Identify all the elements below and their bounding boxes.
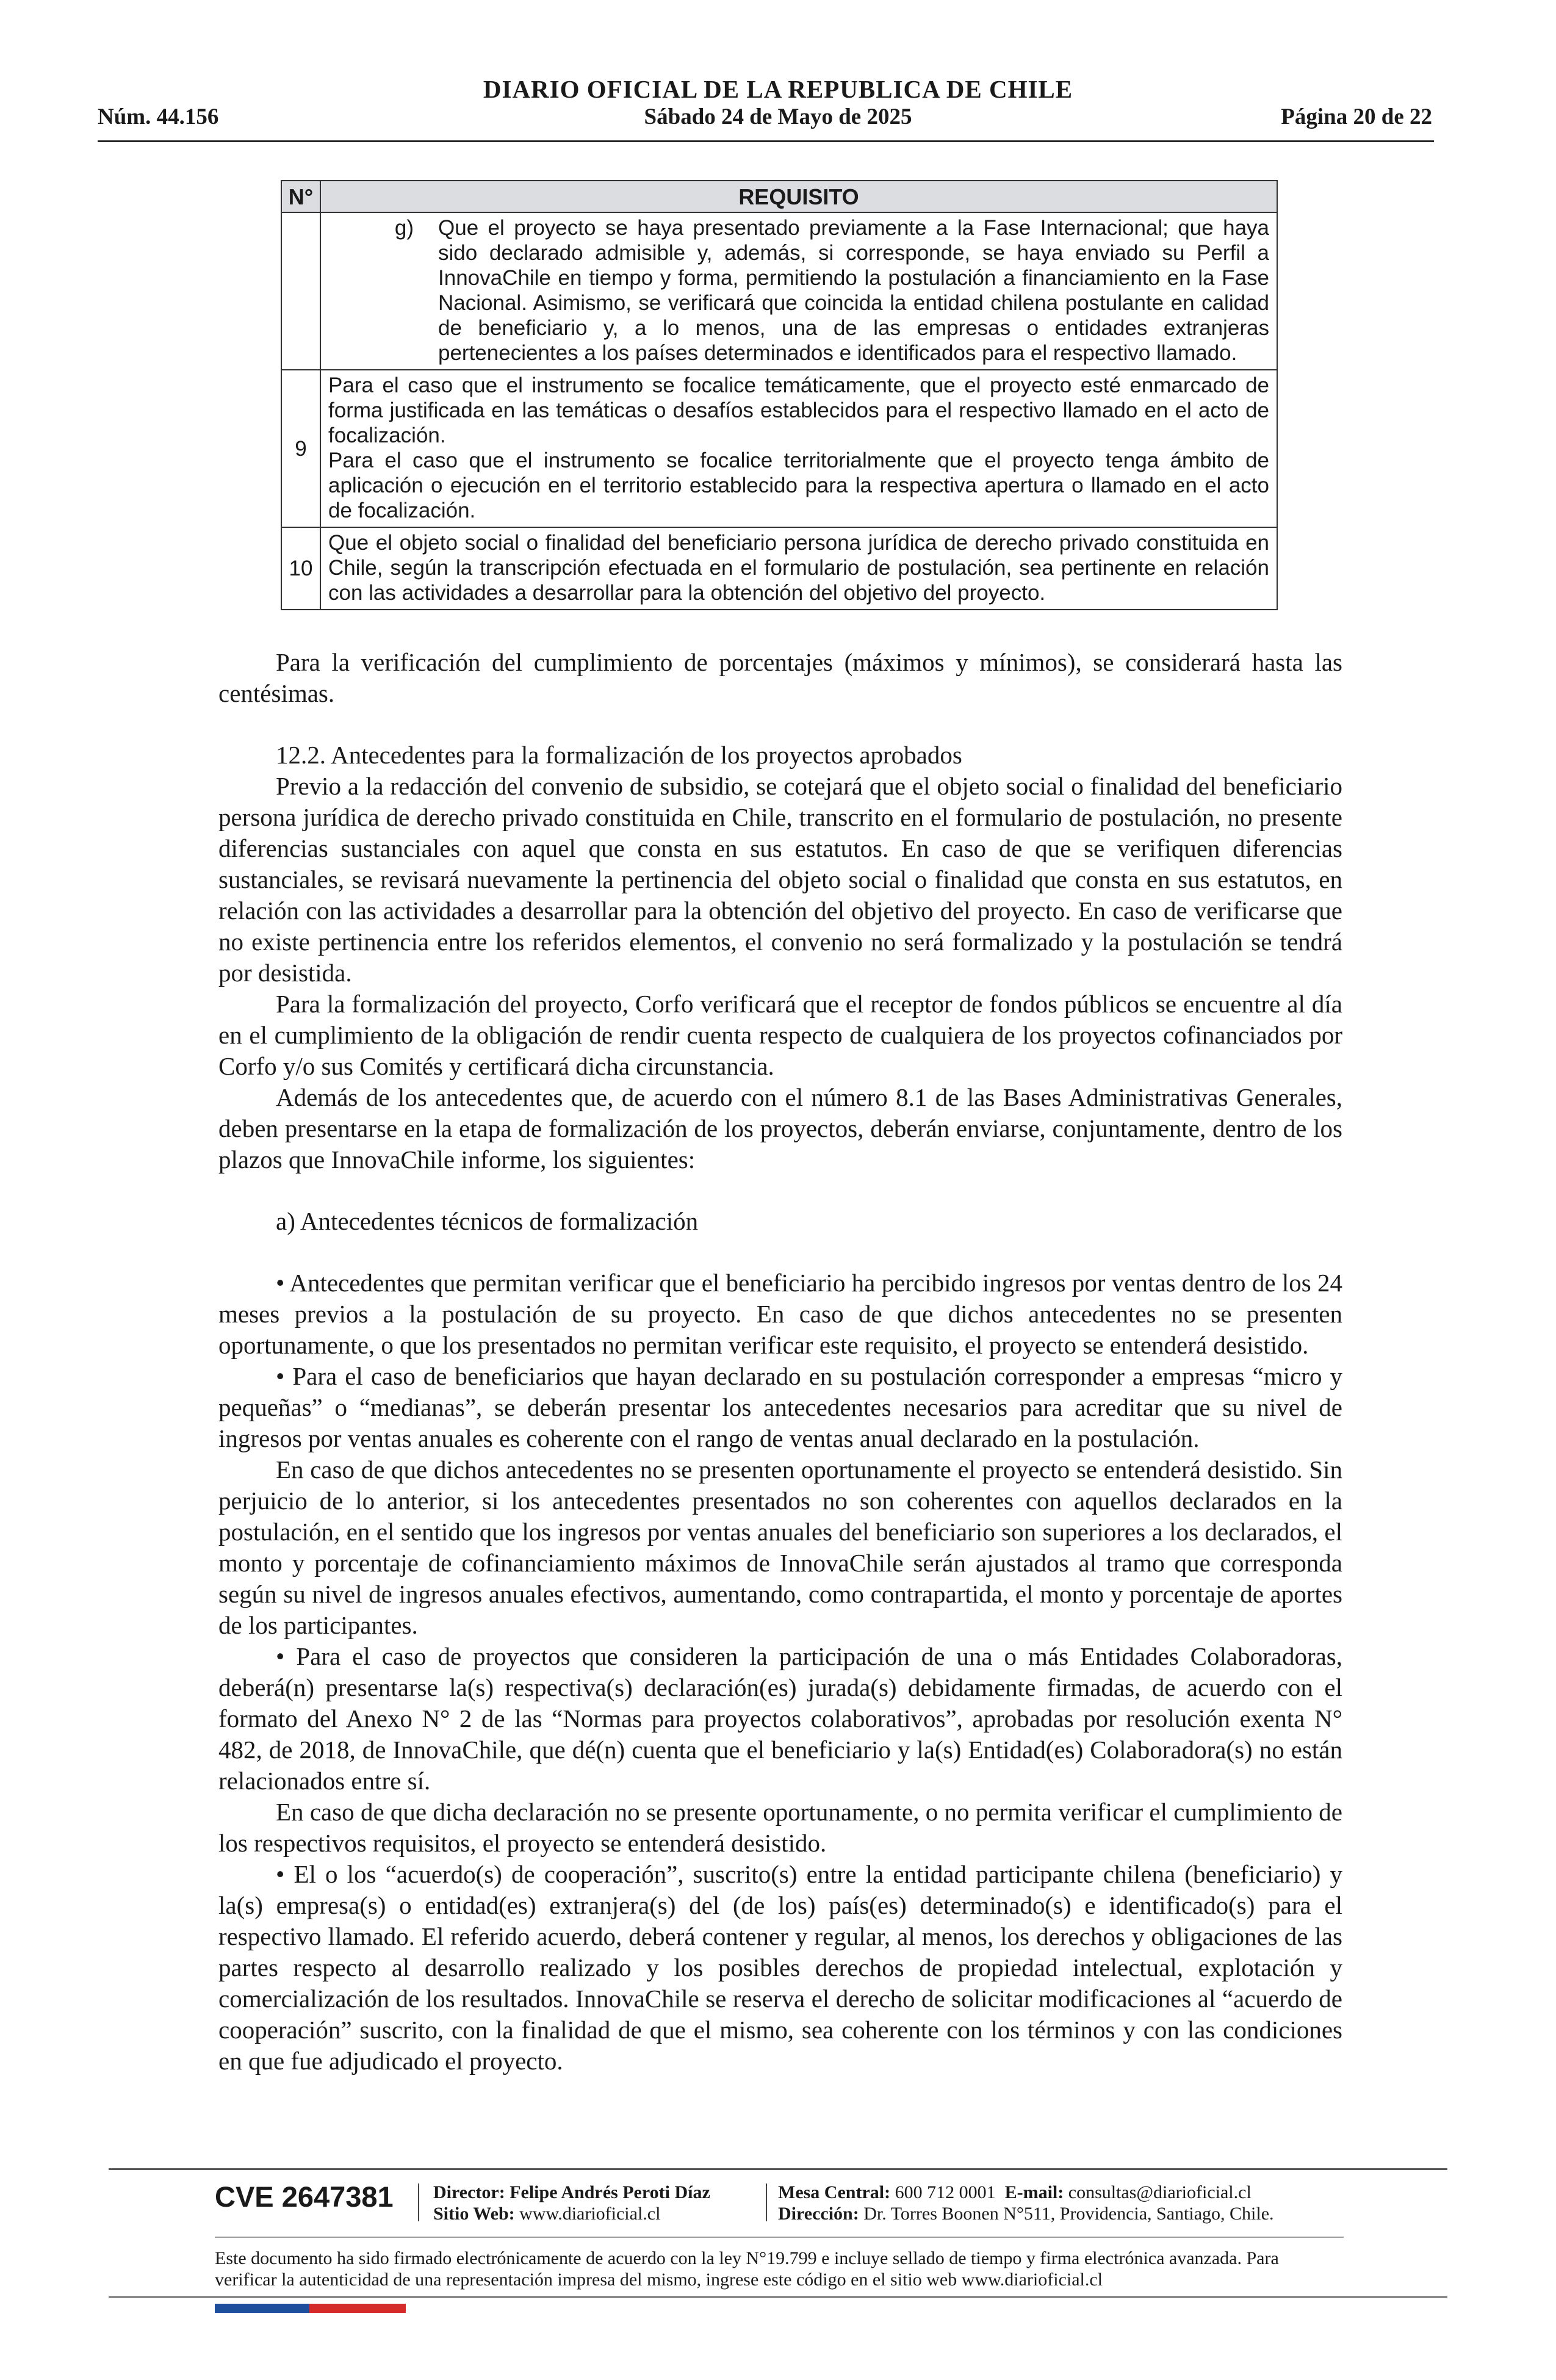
director-name: Felipe Andrés Peroti Díaz: [510, 2182, 710, 2202]
paragraph: Además de los antecedentes que, de acuerdo con el número 8.1 de las Bases Administrativas Generales, deben presentarse en la etapa de formalización de los proyectos, deberán enviarse, conjuntamente, dentro de los plazos que InnovaChile informe, los siguientes:: [218, 1083, 1342, 1174]
address-value: Dr. Torres Boonen N°511, Providencia, Santiago, Chile.: [863, 2204, 1274, 2224]
email-link[interactable]: consultas@diarioficial.cl: [1068, 2182, 1252, 2202]
requirement-cell: [320, 212, 1277, 370]
paragraph: En caso de que dicha declaración no se presente oportunamente, o no permita verificar el cumplimiento de los respectivos requisitos, el proyecto se entenderá desistido.: [218, 1798, 1342, 1857]
bullet-paragraph: • Antecedentes que permitan verificar que el beneficiario ha percibido ingresos por ventas dentro de los 24 meses previos a la postulación de su proyecto. En caso de que dichos antecedentes no se presenten oportunamente, o que los presentados no permitan verificar este requisito, el proyecto se entenderá desistido.: [218, 1269, 1342, 1359]
address-label: Dirección:: [778, 2204, 859, 2224]
footer-director-block: [433, 2182, 710, 2224]
header-divider: [98, 140, 1434, 142]
table-row: [281, 212, 1277, 370]
requirement-text: Que el objeto social o finalidad del beneficiario persona jurídica de derecho privado constituida en Chile, según la transcripción efectuada en el formulario de postulación, sea pertinente en relación con las actividades a desarrollar para la obtención del objetivo del proyecto.: [328, 531, 1269, 605]
section-heading: 12.2. Antecedentes para la formalización de los proyectos aprobados: [276, 741, 962, 769]
document-body: [218, 647, 1342, 2077]
requirement-text: Que el proyecto se haya presentado previamente a la Fase Internacional; que haya sido declarado admisible y, además, si corresponde, se haya enviado su Perfil a InnovaChile en tiempo y forma, permitiendo la postulación a financiamiento en la Fase Nacional. Asimismo, se verificará que coincida la entidad chilena postulante en calidad de beneficiario y, a lo menos, una de las empresas o entidades extranjeras pertenecientes a los países determinados e identificados para el respectivo llamado.: [438, 216, 1269, 365]
footer-divider: [109, 2296, 1447, 2298]
item-letter: g): [394, 216, 414, 240]
footer-divider: [109, 2168, 1447, 2170]
issue-number: Núm. 44.156: [98, 104, 219, 129]
cve-code: CVE 2647381: [215, 2180, 394, 2213]
phone-number: 600 712 0001: [895, 2182, 996, 2202]
row-number-cell: [281, 212, 320, 370]
row-number-cell: 10: [281, 527, 320, 610]
footer-divider: [215, 2237, 1344, 2238]
paragraph: Previo a la redacción del convenio de subsidio, se cotejará que el objeto social o finalidad del beneficiario persona jurídica de derecho privado constituida en Chile, transcrito en el formulario de postulación, no presente diferencias sustanciales con aquel que consta en sus estatutos. En caso de que se verifiquen diferencias sustanciales, se revisará nuevamente la pertinencia del objeto social o finalidad que consta en sus estatutos, en relación con las actividades a desarrollar para la obtención del objetivo del proyecto. En caso de verificarse que no existe pertinencia entre los referidos elementos, el convenio no será formalizado y la postulación se tendrá por desistida.: [218, 772, 1342, 987]
director-label: Director:: [433, 2182, 505, 2202]
email-label: E-mail:: [1004, 2182, 1064, 2202]
column-header-requirement: REQUISITO: [320, 181, 1277, 212]
publication-title: DIARIO OFICIAL DE LA REPUBLICA DE CHILE: [483, 75, 1073, 103]
row-number-cell: 9: [281, 370, 320, 527]
requirement-cell: [320, 370, 1277, 527]
table-header-row: [281, 181, 1277, 212]
table-row: [281, 527, 1277, 610]
requirement-cell: [320, 527, 1277, 610]
footer-separator: [766, 2183, 767, 2221]
requirements-table: [281, 180, 1278, 610]
requirement-text: Para el caso que el instrumento se focalice territorialmente que el proyecto tenga ámbito de aplicación o ejecución en el territorio establecido para la respectiva apertura o llamado en el acto de focalización.: [328, 449, 1269, 522]
bullet-paragraph: • Para el caso de proyectos que consideren la participación de una o más Entidades Colaboradoras, deberá(n) presentarse la(s) respectiva(s) declaración(es) jurada(s) debidamente firmadas, de acuerdo con el formato del Anexo N° 2 de las “Normas para proyectos colaborativos”, aprobadas por resolución exenta N° 482, de 2018, de InnovaChile, que dé(n) cuenta que el beneficiario y la(s) Entidad(es) Colaboradora(s) no están relacionados entre sí.: [218, 1642, 1342, 1795]
phone-label: Mesa Central:: [778, 2182, 891, 2202]
bullet-paragraph: • El o los “acuerdo(s) de cooperación”, suscrito(s) entre la entidad participante chilena (beneficiario) y la(s) empresa(s) o entidad(es) extranjera(s) del (de los) país(es) determinado(s) e identificado(s) para el respectivo llamado. El referido acuerdo, deberá contener y regular, al menos, los derechos y obligaciones de las partes respecto al desarrollo realizado y los posibles derechos de propiedad intelectual, explotación y comercialización de los resultados. InnovaChile se reserva el derecho de solicitar modificaciones al “acuerdo de cooperación” suscrito, con la finalidad de que el mismo, sea coherente con los términos y con las condiciones en que fue adjudicado el proyecto.: [218, 1860, 1342, 2075]
footer-contact-block: [778, 2182, 1274, 2224]
flag-stripe-blue: [215, 2304, 309, 2313]
paragraph: Para la formalización del proyecto, Corfo verificará que el receptor de fondos públicos se encuentre al día en el cumplimiento de la obligación de rendir cuenta respecto de cualquiera de los proyectos cofinanciados por Corfo y/o sus Comités y certificará dicha circunstancia.: [218, 990, 1342, 1080]
website-link[interactable]: www.diarioficial.cl: [519, 2204, 661, 2224]
page-number: Página 20 de 22: [1281, 104, 1432, 129]
footer-separator: [418, 2183, 419, 2221]
legal-notice: Este documento ha sido firmado electrónicamente de acuerdo con la ley N°19.799 e incluye sellado de tiempo y firma electrónica avanzada. Para verificar la autenticidad de una representación impresa del mismo, ingrese este código en el sitio web www.diarioficial.cl: [215, 2248, 1279, 2290]
bullet-paragraph: • Para el caso de beneficiarios que hayan declarado en su postulación corresponder a empresas “micro y pequeñas” o “medianas”, se deberán presentar los antecedentes necesarios para acreditar que su nivel de ingresos por ventas anuales es coherente con el rango de ventas anual declarado en la postulación.: [218, 1362, 1342, 1452]
paragraph: En caso de que dichos antecedentes no se presenten oportunamente el proyecto se entenderá desistido. Sin perjuicio de lo anterior, si los antecedentes presentados no son coherentes con aquellos declarados en la postulación, en el sentido que los ingresos por ventas anuales del beneficiario son superiores a los declarados, el monto y porcentaje de cofinanciamiento máximos de InnovaChile serán ajustados al tramo que corresponda según su nivel de ingresos anuales efectivos, aumentando, como contrapartida, el monto y porcentaje de aportes de los participantes.: [218, 1455, 1342, 1639]
column-header-number: N°: [281, 181, 320, 212]
publication-date: Sábado 24 de Mayo de 2025: [644, 104, 912, 129]
table-row: [281, 370, 1277, 527]
flag-stripe-red: [309, 2304, 406, 2313]
paragraph: Para la verificación del cumplimiento de porcentajes (máximos y mínimos), se considerará hasta las centésimas.: [218, 648, 1342, 707]
subsection-heading: a) Antecedentes técnicos de formalización: [276, 1207, 699, 1235]
requirement-text: Para el caso que el instrumento se focalice temáticamente, que el proyecto esté enmarcado de forma justificada en las temáticas o desafíos establecidos para el respectivo llamado en el acto de focalización.: [328, 373, 1269, 447]
website-label: Sitio Web:: [433, 2204, 515, 2224]
